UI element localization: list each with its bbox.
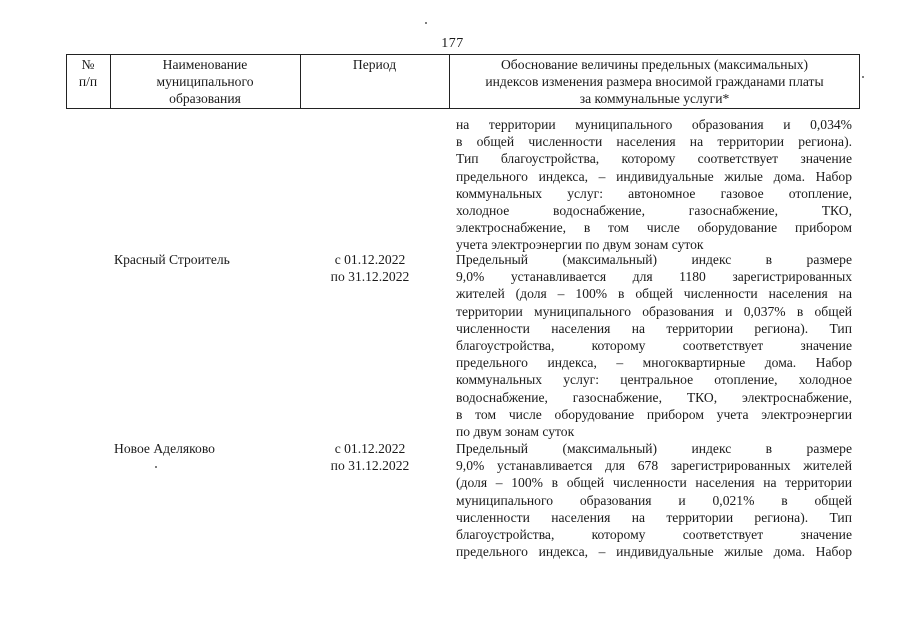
text-line: жителей (доля – 100% в общей численности населения на [456, 286, 852, 302]
text-line: электроснабжение, в том числе оборудование прибором [456, 220, 852, 236]
justification-text [456, 440, 852, 560]
text-line: в общей численности населения на территории региона). [456, 134, 852, 150]
text-line: Предельный (максимальный) индекс в размере [456, 252, 852, 267]
scan-speck [862, 76, 864, 78]
period-from: с 01.12.2022 [334, 441, 406, 456]
text-line: Предельный (максимальный) индекс в размере [456, 441, 852, 456]
municipality-name: Новое Аделяково [114, 441, 215, 456]
period-to: по 31.12.2022 [330, 458, 410, 474]
page-number: 177 [441, 36, 464, 51]
text-line: на территории муниципального образования и 0,034% [456, 117, 852, 132]
text-line: холодное водоснабжение, газоснабжение, ТКО, [456, 202, 852, 218]
header-period: Период [352, 57, 397, 72]
text-line: 9,0% устанавливается для 678 зарегистрированных жителей [456, 458, 852, 474]
period-to: по 31.12.2022 [330, 269, 410, 285]
text-line: муниципального образования и 0,021% в общей [456, 492, 852, 508]
text-line: в том числе оборудование прибором учета электроэнергии [456, 406, 852, 422]
period-from: с 01.12.2022 [334, 252, 406, 267]
text-line: коммунальных услуг: центральное отопление, холодное [456, 372, 852, 388]
text-line: Тип благоустройства, которому соответствует значение [456, 151, 852, 167]
scan-speck [425, 22, 427, 24]
scan-speck [155, 466, 157, 468]
period [300, 440, 440, 474]
text-line: предельного индекса, – многоквартирные дома. Набор [456, 355, 852, 371]
text-line: 9,0% устанавливается для 1180 зарегистрированных [456, 269, 852, 285]
text-line: коммунальных услуг: автономное газовое отопление, [456, 185, 852, 201]
text-line: численности населения на территории региона). Тип [456, 320, 852, 336]
text-line: предельного индекса, – индивидуальные жилые дома. Набор [456, 168, 852, 184]
period [300, 251, 440, 285]
text-line: предельного индекса, – индивидуальные жилые дома. Набор [456, 544, 852, 560]
text-line: водоснабжение, газоснабжение, ТКО, электроснабжение, [456, 389, 852, 405]
municipality-name: Красный Строитель [114, 252, 230, 267]
text-line: (доля – 100% в общей численности населения на территории [456, 475, 852, 491]
text-line: благоустройства, которому соответствует значение [456, 526, 852, 542]
header-justification: Обоснование величины предельных (максимальных) индексов изменения размера вносимой гражданами платы за коммунальные услуги* [485, 57, 824, 106]
continuation-text [456, 116, 852, 254]
header-number: № п/п [78, 57, 98, 89]
text-line: территории муниципального образования и 0,037% в общей [456, 303, 852, 319]
text-line: учета электроэнергии по двум зонам суток [456, 237, 704, 253]
text-line: численности населения на территории региона). Тип [456, 509, 852, 525]
justification-text [456, 251, 852, 440]
text-line: благоустройства, которому соответствует значение [456, 337, 852, 353]
text-line: по двум зонам суток [456, 423, 575, 439]
header-municipality: Наименование муниципального образования [156, 57, 254, 106]
